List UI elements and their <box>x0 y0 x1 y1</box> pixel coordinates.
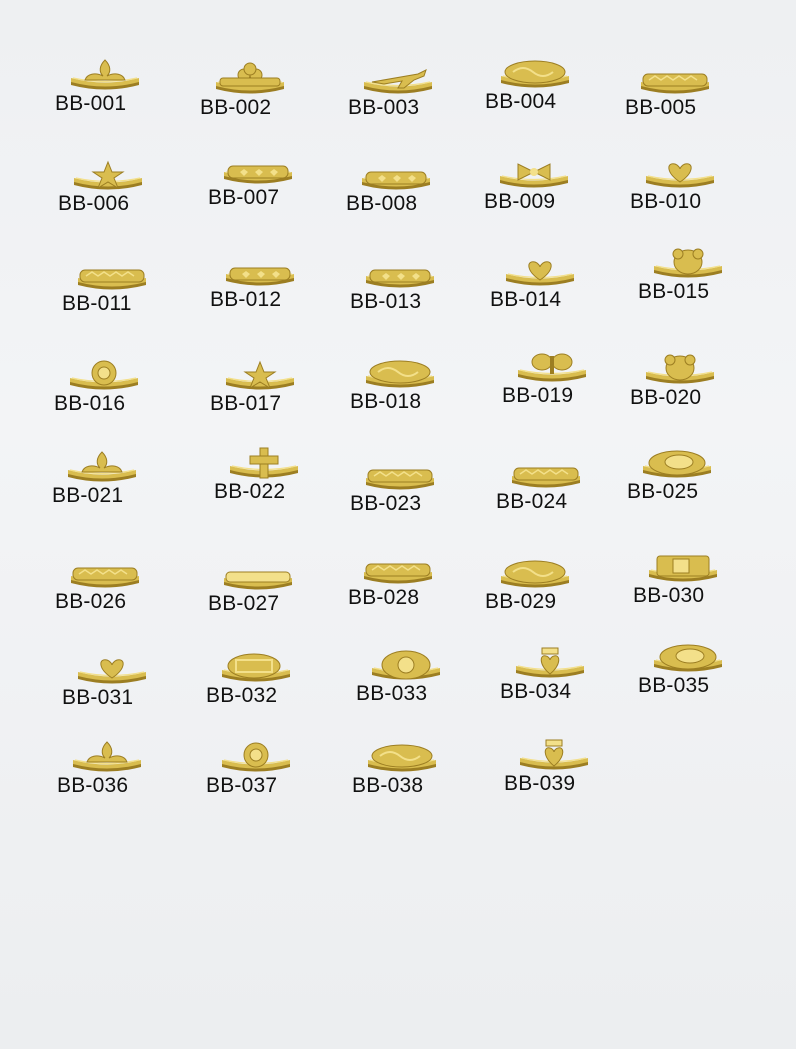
ring-fleur-icon <box>67 740 147 774</box>
ring-airplane-icon <box>358 62 438 96</box>
ring-code-label: BB-001 <box>55 92 127 115</box>
ring-item <box>500 646 630 726</box>
ring-heart-icon <box>500 254 580 288</box>
ring-heart-icon <box>72 652 152 686</box>
ring-engraved-band-icon <box>65 556 145 590</box>
ring-clover-icon <box>210 62 290 96</box>
ring-item <box>210 254 340 334</box>
ring-signet-icon <box>648 640 728 674</box>
ring-turtle-icon <box>648 246 728 280</box>
ring-flower-icon <box>64 358 144 392</box>
ring-code-label: BB-023 <box>350 492 422 515</box>
ring-code-label: BB-034 <box>500 680 572 703</box>
ring-item <box>350 356 480 436</box>
ring-item <box>214 446 344 526</box>
ring-claddagh-icon <box>510 646 590 680</box>
ring-bow-icon <box>494 156 574 190</box>
ring-item <box>62 258 192 338</box>
ring-code-label: BB-028 <box>348 586 420 609</box>
ring-code-label: BB-015 <box>638 280 710 303</box>
ring-dollar-icon <box>366 648 446 682</box>
ring-item <box>52 450 182 530</box>
ring-code-label: BB-012 <box>210 288 282 311</box>
ring-item <box>208 558 338 638</box>
ring-item <box>350 256 480 336</box>
ring-code-label: BB-030 <box>633 584 705 607</box>
ring-item <box>630 352 760 432</box>
ring-item <box>346 158 476 238</box>
ring-item <box>625 62 755 142</box>
ring-code-label: BB-014 <box>490 288 562 311</box>
ring-item <box>638 640 768 720</box>
ring-plain-band-icon <box>218 558 298 592</box>
ring-engraved-icon <box>495 56 575 90</box>
ring-engraved-band-icon <box>72 258 152 292</box>
ring-item <box>630 156 760 236</box>
ring-item <box>638 246 768 326</box>
ring-item <box>58 158 188 238</box>
ring-code-label: BB-008 <box>346 192 418 215</box>
ring-code-label: BB-026 <box>55 590 127 613</box>
ring-code-label: BB-036 <box>57 774 129 797</box>
ring-code-label: BB-004 <box>485 90 557 113</box>
ring-engraved-icon <box>495 556 575 590</box>
ring-cross-icon <box>224 446 304 480</box>
ring-code-label: BB-031 <box>62 686 134 709</box>
ring-engraved-band-icon <box>506 456 586 490</box>
ring-code-label: BB-038 <box>352 774 424 797</box>
ring-signet-icon <box>637 446 717 480</box>
ring-item <box>206 740 336 820</box>
ring-item <box>356 648 486 728</box>
ring-code-label: BB-035 <box>638 674 710 697</box>
ring-code-label: BB-003 <box>348 96 420 119</box>
ring-item <box>55 556 185 636</box>
ring-code-label: BB-005 <box>625 96 697 119</box>
ring-code-label: BB-029 <box>485 590 557 613</box>
ring-code-label: BB-013 <box>350 290 422 313</box>
ring-code-label: BB-022 <box>214 480 286 503</box>
ring-signet-square-icon <box>643 550 723 584</box>
ring-heart-icon <box>640 156 720 190</box>
ring-item <box>485 56 615 136</box>
ring-item <box>57 740 187 820</box>
ring-item <box>352 740 482 820</box>
ring-item <box>54 358 184 438</box>
ring-code-label: BB-017 <box>210 392 282 415</box>
ring-item <box>496 456 626 536</box>
ring-item <box>502 350 632 430</box>
ring-engraved-band-icon <box>360 458 440 492</box>
ring-code-label: BB-010 <box>630 190 702 213</box>
ring-item <box>504 738 634 818</box>
ring-item <box>484 156 614 236</box>
ring-item <box>348 552 478 632</box>
ring-fleur-icon <box>62 450 142 484</box>
ring-code-label: BB-033 <box>356 682 428 705</box>
ring-item <box>206 650 336 730</box>
ring-item <box>485 556 615 636</box>
ring-code-label: BB-007 <box>208 186 280 209</box>
ring-code-label: BB-011 <box>62 292 132 315</box>
ring-code-label: BB-019 <box>502 384 574 407</box>
ring-item <box>490 254 620 334</box>
ring-code-label: BB-002 <box>200 96 272 119</box>
ring-engraved-icon <box>362 740 442 774</box>
ring-baby-icon <box>216 650 296 684</box>
ring-item <box>62 652 192 732</box>
ring-code-label: BB-037 <box>206 774 278 797</box>
ring-fleur-icon <box>65 58 145 92</box>
ring-item <box>350 458 480 538</box>
ring-code-label: BB-021 <box>52 484 124 507</box>
ring-rose-icon <box>216 740 296 774</box>
ring-code-label: BB-024 <box>496 490 568 513</box>
ring-engraved-band-icon <box>635 62 715 96</box>
ring-code-label: BB-016 <box>54 392 126 415</box>
ring-engraved-band-icon <box>358 552 438 586</box>
ring-hearts-band-icon <box>220 254 300 288</box>
ring-code-label: BB-039 <box>504 772 576 795</box>
ring-code-label: BB-018 <box>350 390 422 413</box>
ring-code-label: BB-032 <box>206 684 278 707</box>
ring-code-label: BB-025 <box>627 480 699 503</box>
ring-hearts-band-icon <box>356 158 436 192</box>
ring-code-label: BB-027 <box>208 592 280 615</box>
ring-code-label: BB-006 <box>58 192 130 215</box>
ring-item <box>348 62 478 142</box>
ring-item <box>627 446 757 526</box>
ring-engraved-icon <box>360 356 440 390</box>
ring-item <box>200 62 330 142</box>
ring-item <box>210 358 340 438</box>
ring-butterfly-icon <box>512 350 592 384</box>
ring-hearts-band-icon <box>218 152 298 186</box>
ring-star-icon <box>220 358 300 392</box>
ring-claddagh-icon <box>514 738 594 772</box>
ring-code-label: BB-020 <box>630 386 702 409</box>
ring-item <box>55 58 185 138</box>
ring-hearts-band-icon <box>360 256 440 290</box>
ring-bear-icon <box>640 352 720 386</box>
ring-item <box>633 550 763 630</box>
ring-code-label: BB-009 <box>484 190 556 213</box>
ring-star-icon <box>68 158 148 192</box>
ring-item <box>208 152 338 232</box>
